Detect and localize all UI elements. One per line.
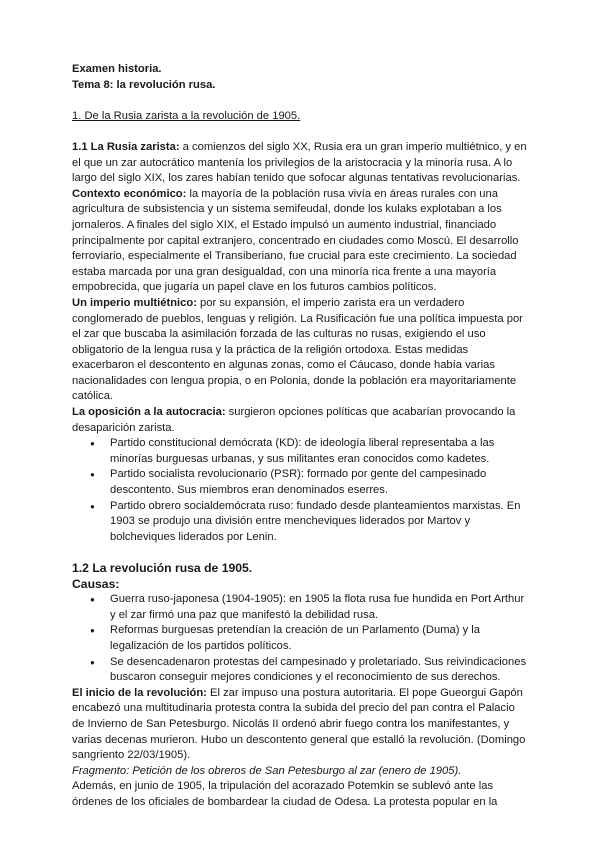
paragraph-potemkin: Además, en junio de 1905, la tripulación del acorazado Potemkin se sublevó ante las órdenes de los oficiales de bombardear la ciudad de Odesa. La protesta popular en la	[72, 780, 498, 808]
paragraph-imperio-multietnico: Un imperio multiétnico: por su expansión, el imperio zarista era un verdadero conglomerado de pueblos, lenguas y religión. La Rusificación fue una política impuesta por el zar que buscaba la asimilación forzada de las culturas no rusas, exigiendo el uso obligatorio de la lengua rusa y la práctica de la religión ortodoxa. Estas medidas exacerbaron el descontento en algunas zonas, como el Cáucaso, donde había varias nacionalidades con lengua propia, o en Polonia, donde la población era mayoritariamente católica.	[72, 296, 523, 403]
section-1-heading: 1. De la Rusia zarista a la revolución de 1905.	[72, 109, 301, 122]
document-page	[72, 62, 530, 811]
fragment-caption: Fragmento: Petición de los obreros de San Petesburgo al zar (enero de 1905).	[72, 764, 462, 777]
paragraph-contexto-economico: Contexto económico: la mayoría de la población rusa vivía en áreas rurales con una agricultura de subsistencia y un sistema semifeudal, donde los kulaks explotaban a los jornaleros. A finales del siglo XIX, el Estado impulsó un aumento industrial, financiado principalmente por capital extranjero, concentrado en ciudades como Moscú. El desarrollo ferroviario, especialmente el Transiberiano, fue crucial para este crecimiento. La sociedad estaba marcada por una gran desigualdad, con una minoría rica frente a una mayoría empobrecida, que jugaría un papel clave en los futuros cambios políticos.	[72, 187, 519, 294]
list-item: ● Reformas burguesas pretendían la creación de un Parlamento (Duma) y la legalización de los partidos políticos.	[110, 623, 530, 654]
section-1-2-heading: 1.2 La revolución rusa de 1905.	[72, 561, 253, 575]
opposition-parties-list	[72, 436, 530, 545]
list-item: ● Partido socialista revolucionario (PSR): formado por gente del campesinado descontento. Sus miembros eran denominados eserres.	[110, 467, 530, 498]
causes-list	[72, 592, 530, 686]
paragraph-inicio-revolucion: El inicio de la revolución: El zar impuso una postura autoritaria. El pope Gueorgui Gapón encabezó una multitudinaria protesta contra la subida del precio del pan contra el Palacio de Invierno de San Petesburgo. Nicolás II ordenó abrir fuego contra los manifestantes, y varias decenas murieron. Hubo un descontento general que estalló la revolución. (Domingo sangriento 22/03/1905).	[72, 686, 526, 762]
causes-heading: Causas:	[72, 576, 120, 591]
topic-title: Tema 8: la revolución rusa.	[72, 78, 216, 91]
exam-title: Examen historia.	[72, 63, 162, 75]
list-item: ● Se desencadenaron protestas del campesinado y proletariado. Sus reivindicaciones buscaron conseguir mejores condiciones y el reconocimiento de sus derechos.	[110, 655, 530, 686]
list-item: ● Partido constitucional demócrata (KD): de ideología liberal representaba a las minorías burguesas urbanas, y sus militantes eran conocidos como kadetes.	[110, 436, 530, 467]
paragraph-rusia-zarista: 1.1 La Rusia zarista: a comienzos del siglo XX, Rusia era un gran imperio multiétnico, y en el que un zar autocrático mantenía los privilegios de la aristocracia y la minoría rusa. A lo largo del siglo XIX, los zares habían tenido que sofocar algunas tentativas revolucionarias.	[72, 140, 527, 185]
list-item: ● Partido obrero socialdemócrata ruso: fundado desde planteamientos marxistas. En 1903 se produjo una división entre mencheviques liderados por Martov y bolcheviques liderados por Lenin.	[110, 499, 530, 546]
list-item: ● Guerra ruso-japonesa (1904-1905): en 1905 la flota rusa fue hundida en Port Arthur y el zar firmó una paz que manifestó la debilidad rusa.	[110, 592, 530, 623]
paragraph-oposicion-autocracia: La oposición a la autocracia: surgieron opciones políticas que acabarían provocando la desaparición zarista.	[72, 406, 516, 434]
